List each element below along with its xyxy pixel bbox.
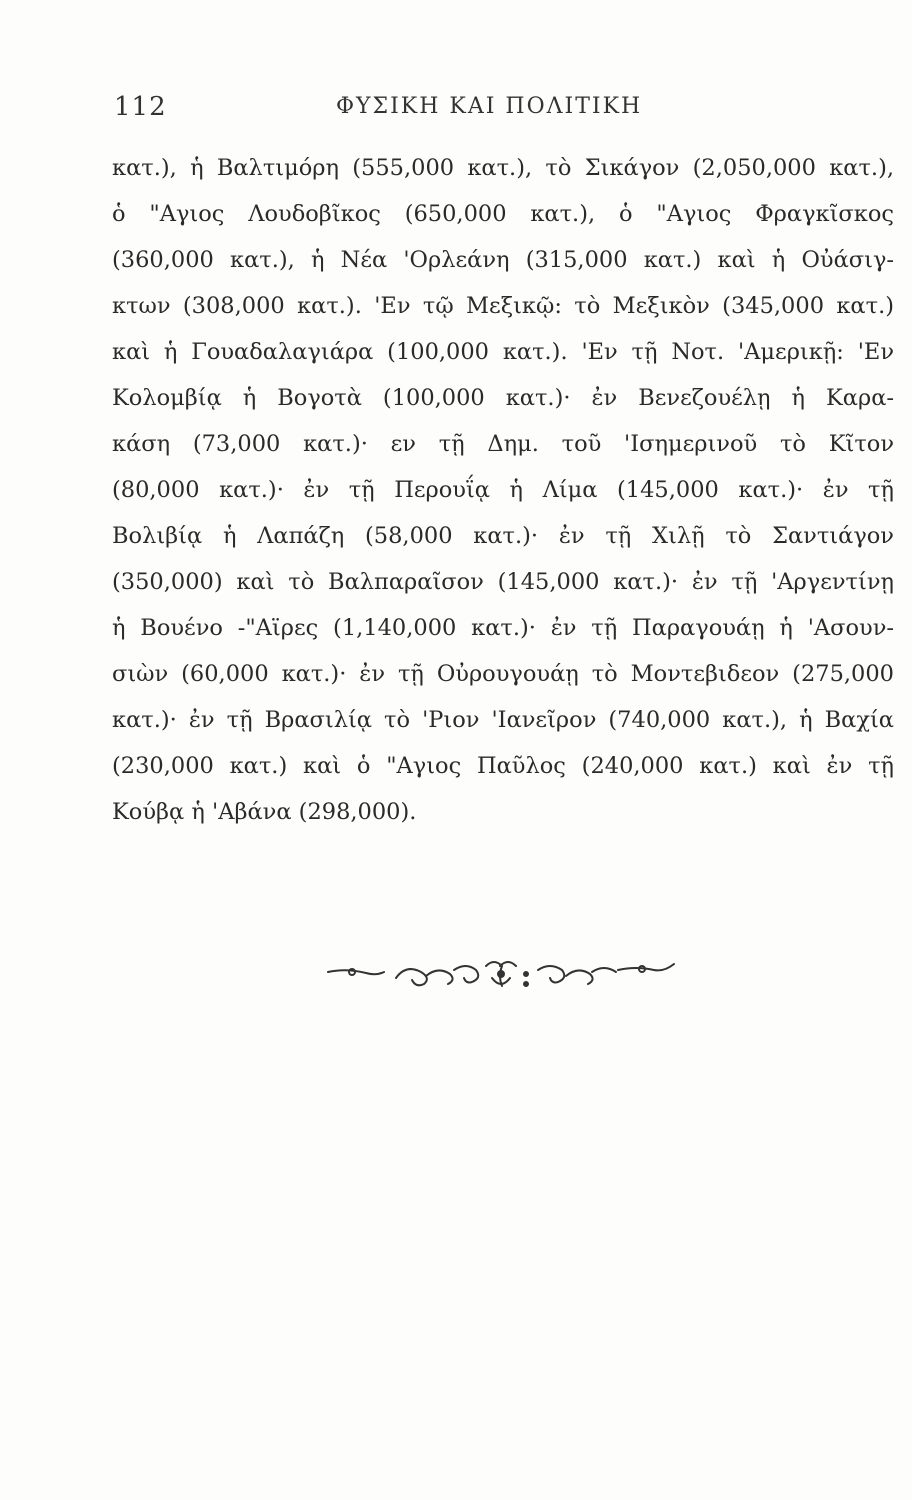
text-line: Κολομβίᾳ ἡ Βογοτὰ (100,000 κατ.)· ἐν Βενεζουέλῃ ἡ Καρα- <box>112 385 894 411</box>
text-line: ὁ "Αγιος Λουδοβῖκος (650,000 κατ.), ὁ "Αγιος Φραγκῖσκος <box>112 201 894 227</box>
text-line: (230,000 κατ.) καὶ ὁ "Αγιος Παῦλος (240,000 κατ.) καὶ ἐν τῇ <box>112 753 894 779</box>
text-line: Βολιβίᾳ ἡ Λαπάζη (58,000 κατ.)· ἐν τῇ Χιλῇ τὸ Σαντιάγον <box>112 523 894 549</box>
ornament-divider-icon <box>326 956 676 996</box>
running-title: ΦΥΣΙΚΗ ΚΑΙ ΠΟΛΙΤΙΚΗ <box>336 94 643 119</box>
text-line: κάση (73,000 κατ.)· εν τῇ Δημ. τοῦ 'Ισημερινοῦ τὸ Κῖτον <box>112 431 894 457</box>
text-line: καὶ ἡ Γουαδαλαγιάρα (100,000 κατ.). 'Εν τῇ Νοτ. 'Αμερικῇ: 'Εν <box>112 339 894 365</box>
page-number: 112 <box>114 92 167 122</box>
text-line: Κούβᾳ ἡ 'Αβάνα (298,000). <box>112 799 417 825</box>
body-paragraph <box>112 145 894 835</box>
text-line: (360,000 κατ.), ἡ Νέα 'Ορλεάνη (315,000 κατ.) καὶ ἡ Οὐάσιγ- <box>112 247 894 273</box>
text-line: σιὼν (60,000 κατ.)· ἐν τῇ Οὐρουγουάῃ τὸ Μοντεβιδεον (275,000 <box>112 661 894 687</box>
text-line: ἡ Βουένο -"Αϊρες (1,140,000 κατ.)· ἐν τῇ Παραγουάῃ ἡ 'Ασουν- <box>112 615 894 641</box>
text-line: κτων (308,000 κατ.). 'Εν τῷ Μεξικῷ: τὸ Μεξικὸν (345,000 κατ.) <box>112 293 894 319</box>
text-line: κατ.)· ἐν τῇ Βρασιλίᾳ τὸ 'Ριον 'Ιανεῖρον (740,000 κατ.), ἡ Βαχία <box>112 707 894 733</box>
text-line: (350,000) καὶ τὸ Βαλπαραῖσον (145,000 κατ.)· ἐν τῇ 'Αργεντίνῃ <box>112 569 894 595</box>
text-line: (80,000 κατ.)· ἐν τῇ Περουΐᾳ ἡ Λίμα (145,000 κατ.)· ἐν τῇ <box>112 477 894 503</box>
text-line: κατ.), ἡ Βαλτιμόρη (555,000 κατ.), τὸ Σικάγον (2,050,000 κατ.), <box>112 155 894 181</box>
page-header <box>114 92 774 132</box>
